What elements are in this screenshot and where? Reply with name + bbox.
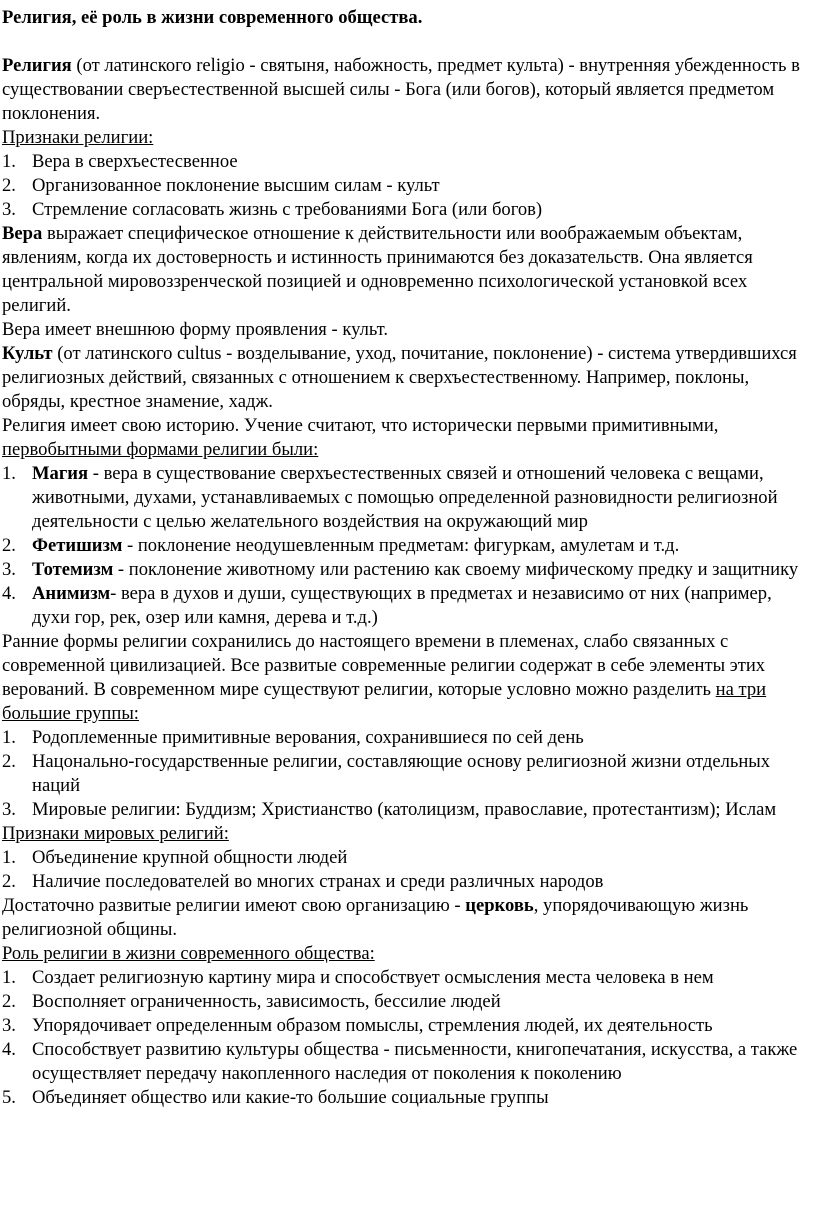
- signs-heading: Признаки религии:: [2, 127, 154, 148]
- groups-heading: на три большие группы:: [2, 679, 767, 724]
- list-item: 2. Наличие последователей во многих странах и среди различных народов: [2, 871, 604, 892]
- list-item: 3. Тотемизм - поклонение животному или растению как своему мифическому предку и защитнику: [2, 559, 799, 580]
- church-paragraph: Достаточно развитые религии имеют свою организацию - церковь, упорядочивающую жизнь религиозной общины.: [2, 895, 749, 940]
- primitive-forms-list: [2, 462, 806, 630]
- world-religions-list: [2, 846, 806, 894]
- list-item: 4. Анимизм- вера в духов и души, существующих в предметах и независимо от них (например, духи гор, рек, озер или камня, дерева и т.д.): [2, 583, 772, 628]
- faith-definition: Вера выражает специфическое отношение к действительности или воображаемым объектам, явлениям, когда их достоверность и истинность принимаются без доказательств. Она является центральной мировоззренческой позицией и одновременно психологической установкой всех религий.: [2, 223, 753, 316]
- cult-definition: Культ (от латинского cultus - возделывание, уход, почитание, поклонение) - система утвердившихся религиозных действий, связанных с отношением к сверхъестественному. Например, поклоны, обряды, крестное знамение, хадж.: [2, 343, 797, 412]
- list-item: 3. Мировые религии: Буддизм; Христианство (католицизм, православие, протестантизм); Ислам: [2, 799, 777, 820]
- faith-form: Вера имеет внешнюю форму проявления - культ.: [2, 319, 389, 340]
- early-forms-paragraph: Ранние формы религии сохранились до настоящего времени в племенах, слабо связанных с современной цивилизацией. Все развитые современные религии содержат в себе элементы этих верований. В современном мире существуют религии, которые условно можно разделить на три большие группы:: [2, 631, 767, 724]
- list-item: 1. Магия - вера в существование сверхъестественных связей и отношений человека с вещами, животными, духами, устанавливаемых с помощью определенной разновидности религиозной деятельности с целью желательного воздействия на окружающий мир: [2, 463, 778, 532]
- world-religions-heading: Признаки мировых религий:: [2, 823, 229, 844]
- faith-term: Вера: [2, 223, 43, 244]
- list-item: 4. Способствует развитию культуры общества - письменности, книгопечатания, искусства, а также осуществляет передачу накопленного наследия от поколения к поколению: [2, 1039, 798, 1084]
- primitive-forms-heading: первобытными формами религии были:: [2, 439, 319, 460]
- list-item: 3. Упорядочивает определенным образом помыслы, стремления людей, их деятельность: [2, 1015, 713, 1036]
- list-item: 1. Родоплеменные примитивные верования, сохранившиеся по сей день: [2, 727, 584, 748]
- religion-definition-text: (от латинского religio - святыня, набожность, предмет культа) - внутренняя убежденность в существовании сверъестественной высшей силы - Бога (или богов), который является предметом поклонения.: [2, 55, 800, 124]
- list-item: 1. Вера в сверхъестесвенное: [2, 151, 238, 172]
- list-item: 2. Восполняет ограниченность, зависимость, бессилие людей: [2, 991, 501, 1012]
- signs-list: [2, 150, 806, 222]
- history-paragraph: Религия имеет свою историю. Учение считают, что исторически первыми примитивными, первобытными формами религии были:: [2, 415, 719, 460]
- groups-list: [2, 726, 806, 822]
- cult-term: Культ: [2, 343, 53, 364]
- role-list: [2, 966, 806, 1110]
- list-item: 2. Нацонально-государственные религии, составляющие основу религиозной жизни отдельных наций: [2, 751, 771, 796]
- religion-term: Религия: [2, 55, 72, 76]
- role-heading: Роль религии в жизни современного общества:: [2, 943, 375, 964]
- list-item: 1. Создает религиозную картину мира и способствует осмысления места человека в нем: [2, 967, 714, 988]
- document-title: Религия, её роль в жизни современного общества.: [2, 7, 423, 28]
- list-item: 2. Организованное поклонение высшим силам - культ: [2, 175, 440, 196]
- list-item: 2. Фетишизм - поклонение неодушевленным предметам: фигуркам, амулетам и т.д.: [2, 535, 680, 556]
- list-item: 1. Объединение крупной общности людей: [2, 847, 348, 868]
- list-item: 5. Объединяет общество или какие-то большие социальные группы: [2, 1087, 549, 1108]
- list-item: 3. Стремление согласовать жизнь с требованиями Бога (или богов): [2, 199, 543, 220]
- religion-definition: [2, 54, 806, 126]
- church-term: церковь: [465, 895, 534, 916]
